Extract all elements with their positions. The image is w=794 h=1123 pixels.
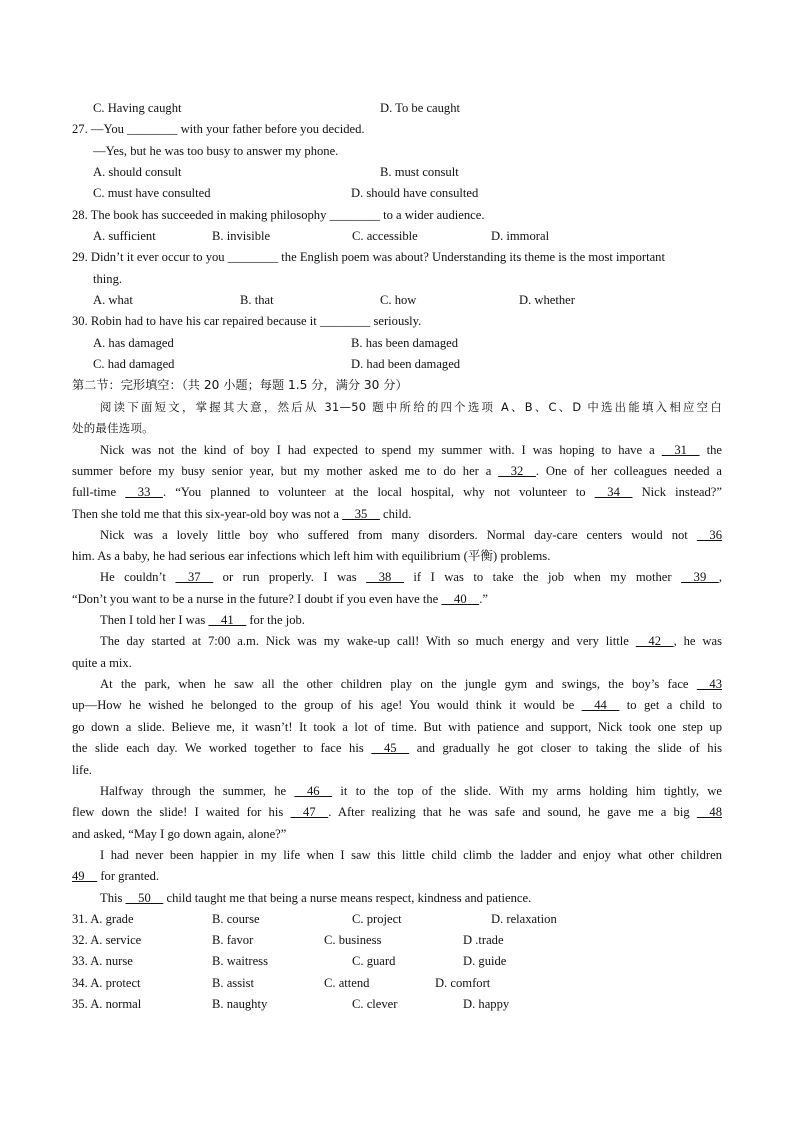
q30-options-row-1: [93, 333, 722, 354]
q30-option-b: B. has been damaged: [351, 336, 459, 350]
answer-32-option-b: B. favor: [212, 933, 254, 947]
answer-33-option-d: D. guide: [463, 954, 507, 968]
q27-option-b: B. must consult: [380, 165, 459, 179]
blank-33: 33: [125, 485, 163, 499]
passage-text: Nick was a lovely little boy who suffered from many disorders. Normal day-care centers would not: [100, 528, 697, 542]
passage-text: Nick was not the kind of boy I had expected to spend my summer with. I was hoping to have a: [100, 443, 662, 457]
q27-options-row-1: [93, 162, 722, 183]
passage-text: and asked, “May I go down again, alone?”: [72, 827, 287, 841]
q30-option-c: C. had damaged: [93, 357, 175, 371]
passage-text: full-time: [72, 485, 126, 499]
passage-text: him. As a baby, he had serious ear infections which left him with equilibrium (平衡) problems.: [72, 549, 551, 563]
answer-row-31: [72, 909, 722, 930]
passage-text: or run properly. I was: [213, 570, 367, 584]
blank-44: 44: [581, 698, 620, 712]
answer-35-option-a: 35. A. normal: [72, 997, 142, 1011]
passage-p1-line-3: [72, 482, 722, 503]
passage-text: Then I told her I was: [100, 613, 209, 627]
passage-text: This: [100, 891, 126, 905]
answer-33-option-b: B. waitress: [212, 954, 268, 968]
blank-43: 43: [696, 677, 722, 691]
q29-option-a: A. what: [93, 293, 133, 307]
q27-reply: —Yes, but he was too busy to answer my phone.: [93, 144, 339, 158]
passage-p2-line-1: [72, 525, 722, 546]
passage-p7-line-3: [72, 824, 722, 845]
passage-text: child taught me that being a nurse means respect, kindness and patience.: [163, 891, 532, 905]
passage-text: quite a mix.: [72, 656, 132, 670]
passage-p9-line-1: [72, 888, 722, 909]
answer-32-option-d: D .trade: [463, 933, 504, 947]
passage-p2-line-2: [72, 546, 722, 567]
passage-text: ,: [718, 570, 722, 584]
answer-row-33: [72, 951, 722, 972]
q28-stem: 28. The book has succeeded in making philosophy ________ to a wider audience.: [72, 208, 485, 222]
blank-46: 46: [294, 784, 333, 798]
q28-option-b: B. invisible: [212, 229, 271, 243]
q27-option-a: A. should consult: [93, 165, 182, 179]
q27-option-c: C. must have consulted: [93, 186, 211, 200]
q28-option-d: D. immoral: [491, 229, 550, 243]
blank-31: 31: [661, 443, 700, 457]
blank-41: 41: [208, 613, 247, 627]
blank-32: 32: [498, 464, 536, 478]
q28-option-a: A. sufficient: [93, 229, 156, 243]
passage-text: the slide each day. We worked together to face his: [72, 741, 372, 755]
passage-p6-line-5: [72, 760, 722, 781]
blank-38: 38: [366, 570, 404, 584]
q26-option-c: C. Having caught: [93, 101, 182, 115]
passage-text: go down a slide. Believe me, it wasn’t! It took a lot of time. But with patience and support, Nick took one step up: [72, 720, 722, 734]
passage-text: Nick instead?”: [632, 485, 722, 499]
blank-49: 49: [72, 869, 98, 883]
answer-34-option-b: B. assist: [212, 976, 254, 990]
q29-option-b: B. that: [240, 293, 274, 307]
q28-options-row: [93, 226, 722, 247]
q29-option-d: D. whether: [519, 293, 575, 307]
passage-p3-line-2: [72, 589, 722, 610]
answer-34-option-d: D. comfort: [435, 976, 491, 990]
q29-option-c: C. how: [380, 293, 417, 307]
answer-35-option-b: B. naughty: [212, 997, 268, 1011]
answer-31-option-c: C. project: [352, 912, 402, 926]
passage-p6-line-4: [72, 738, 722, 759]
passage-text: and gradually he got closer to taking the slide of his: [409, 741, 722, 755]
blank-45: 45: [371, 741, 410, 755]
passage-text: the: [699, 443, 722, 457]
passage-text: , he was: [673, 634, 722, 648]
blank-47: 47: [290, 805, 329, 819]
section-instruction-1: 阅读下面短文，掌握其大意，然后从 31—50 题中所给的四个选项 A、B、C、D 中选出能填入相应空白: [100, 400, 722, 414]
passage-text: .”: [479, 592, 488, 606]
passage-p5-line-1: [72, 631, 722, 652]
answer-31-option-d: D. relaxation: [491, 912, 557, 926]
answer-34-option-a: 34. A. protect: [72, 976, 141, 990]
passage-text: The day started at 7:00 a.m. Nick was my wake-up call! With so much energy and very little: [100, 634, 636, 648]
passage-text: He couldn’t: [100, 570, 176, 584]
passage-p4-line-1: [72, 610, 722, 631]
passage-text: “Don’t you want to be a nurse in the future? I doubt if you even have the: [72, 592, 442, 606]
answer-row-34: [72, 973, 722, 994]
passage-text: flew down the slide! I waited for his: [72, 805, 291, 819]
passage-p6-line-2: [72, 695, 722, 716]
passage-p6-line-3: [72, 717, 722, 738]
blank-34: 34: [594, 485, 633, 499]
q29-stem-cont: thing.: [93, 272, 123, 286]
q27-options-row-2: [93, 183, 722, 204]
answer-32-option-a: 32. A. service: [72, 933, 142, 947]
passage-text: to get a child to: [619, 698, 722, 712]
blank-39: 39: [681, 570, 719, 584]
passage-text: I had never been happier in my life when I saw this little child climb the ladder and enjoy what other children: [100, 848, 722, 862]
answer-31-option-a: 31. A. grade: [72, 912, 134, 926]
passage-p1-line-2: [72, 461, 722, 482]
section-heading: 第二节：完形填空：（共 20 小题；每题 1.5 分，满分 30 分）: [72, 378, 408, 392]
answer-33-option-c: C. guard: [352, 954, 396, 968]
q30-option-d: D. had been damaged: [351, 357, 461, 371]
passage-p6-line-1: [72, 674, 722, 695]
answer-row-35: [72, 994, 722, 1015]
passage-text: . After realizing that he was safe and sound, he gave me a big: [328, 805, 697, 819]
q29-stem: 29. Didn’t it ever occur to you ________ the English poem was about? Understanding its theme is the most important: [72, 250, 665, 264]
blank-40: 40: [441, 592, 480, 606]
passage-text: child.: [379, 507, 412, 521]
q28-option-c: C. accessible: [352, 229, 418, 243]
passage-p7-line-1: [72, 781, 722, 802]
passage-p3-line-1: [72, 567, 722, 588]
passage-text: summer before my busy senior year, but my mother asked me to do her a: [72, 464, 499, 478]
answer-35-option-c: C. clever: [352, 997, 398, 1011]
answer-35-option-d: D. happy: [463, 997, 510, 1011]
blank-37: 37: [175, 570, 214, 584]
q30-stem: 30. Robin had to have his car repaired because it ________ seriously.: [72, 314, 422, 328]
q26-options-row: [93, 98, 722, 119]
passage-text: it to the top of the slide. With my arms holding him tightly, we: [332, 784, 722, 798]
passage-text: life.: [72, 763, 92, 777]
answer-34-option-c: C. attend: [324, 976, 370, 990]
answer-31-option-b: B. course: [212, 912, 260, 926]
passage-text: if I was to take the job when my mother: [403, 570, 682, 584]
q26-option-d: D. To be caught: [380, 101, 461, 115]
passage-p1-line-1: [72, 440, 722, 461]
blank-35: 35: [342, 507, 380, 521]
passage-p7-line-2: [72, 802, 722, 823]
passage-p8-line-2: [72, 866, 722, 887]
passage-text: for the job.: [246, 613, 305, 627]
passage-p1-line-4: [72, 504, 722, 525]
passage-p5-line-2: [72, 653, 722, 674]
passage-text: . One of her colleagues needed a: [535, 464, 722, 478]
q27-stem: 27. —You ________ with your father before you decided.: [72, 122, 365, 136]
blank-48: 48: [696, 805, 722, 819]
passage-text: At the park, when he saw all the other children play on the jungle gym and swings, the boy’s face: [100, 677, 697, 691]
answer-32-option-c: C. business: [324, 933, 382, 947]
blank-50: 50: [125, 891, 164, 905]
section-instruction-2: 处的最佳选项。: [72, 421, 154, 435]
q29-options-row: [93, 290, 722, 311]
q30-option-a: A. has damaged: [93, 336, 174, 350]
blank-42: 42: [635, 634, 674, 648]
q27-option-d: D. should have consulted: [351, 186, 479, 200]
passage-text: . “You planned to volunteer at the local hospital, why not volunteer to: [162, 485, 595, 499]
passage-p8-line-1: [72, 845, 722, 866]
passage-text: Halfway through the summer, he: [100, 784, 295, 798]
answer-33-option-a: 33. A. nurse: [72, 954, 133, 968]
passage-text: up—How he wished he belonged to the group of his age! You would think it would be: [72, 698, 582, 712]
passage-text: Then she told me that this six-year-old boy was not a: [72, 507, 343, 521]
blank-36: 36: [696, 528, 722, 542]
answer-row-32: [72, 930, 722, 951]
q30-options-row-2: [93, 354, 722, 375]
passage-text: for granted.: [97, 869, 160, 883]
